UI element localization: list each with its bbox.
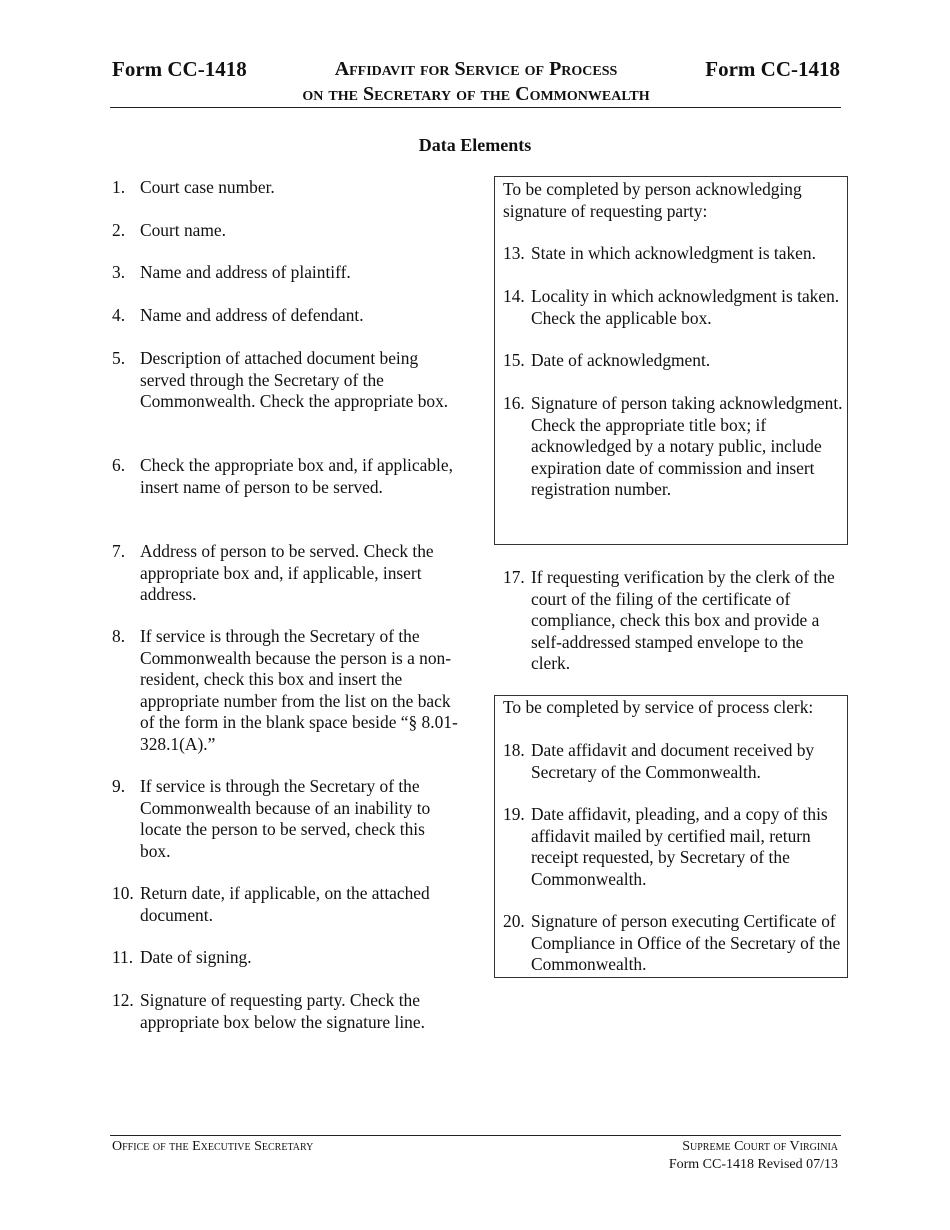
item-number: 20.	[503, 911, 525, 931]
item-number: 1.	[112, 177, 126, 197]
item-number: 16.	[503, 393, 525, 413]
footer-divider	[110, 1135, 841, 1136]
item-number: 8.	[112, 626, 126, 646]
item-number: 4.	[112, 305, 126, 325]
footer-office: Office of the Executive Secretary	[112, 1139, 314, 1154]
footer-court: Supreme Court of Virginia	[682, 1139, 838, 1154]
section-title: Data Elements	[418, 135, 532, 155]
item-text: Signature of person taking acknowledgment. Check the appropriate title box; if acknowledged by a notary public, include expiration date of commission and insert registration number.	[531, 393, 843, 500]
item-text: Locality in which acknowledgment is taken. Check the applicable box.	[531, 286, 840, 328]
item-number: 10.	[112, 883, 134, 903]
item-number: 2.	[112, 220, 126, 240]
item-text: Signature of requesting party. Check the appropriate box below the signature line.	[140, 990, 425, 1032]
item-number: 12.	[112, 990, 134, 1010]
acknowledgment-box-intro: To be completed by person acknowledging signature of requesting party:	[503, 179, 802, 221]
footer-right	[669, 1138, 838, 1174]
item-number: 9.	[112, 776, 126, 796]
item-number: 6.	[112, 455, 126, 475]
item-number: 7.	[112, 541, 126, 561]
form-id-left: Form CC-1418	[112, 57, 247, 81]
item-text: Date affidavit and document received by Secretary of the Commonwealth.	[531, 740, 815, 782]
item-number: 3.	[112, 262, 126, 282]
item-text: Name and address of plaintiff.	[140, 262, 351, 282]
item-number: 14.	[503, 286, 525, 306]
item-text: State in which acknowledgment is taken.	[531, 243, 816, 263]
item-number: 19.	[503, 804, 525, 824]
item-number: 17.	[503, 567, 525, 587]
item-number: 15.	[503, 350, 525, 370]
footer-revision: Form CC-1418 Revised 07/13	[668, 1157, 838, 1172]
form-id-right: Form CC-1418	[705, 57, 840, 81]
item-text: Date of signing.	[140, 947, 252, 967]
form-header	[112, 56, 840, 82]
item-text: Return date, if applicable, on the attached document.	[140, 883, 430, 925]
item-text: Court case number.	[140, 177, 275, 197]
form-title-line1: Affidavit for Service of Process	[334, 58, 618, 80]
item-text: Court name.	[140, 220, 226, 240]
item-text: Address of person to be served. Check the appropriate box and, if applicable, insert address.	[140, 541, 434, 605]
item-text: If service is through the Secretary of the Commonwealth because of an inability to locate the person to be served, check this box.	[140, 776, 431, 861]
header-divider	[110, 107, 841, 108]
item-text: Signature of person executing Certificate of Compliance in Office of the Secretary of the Commonwealth.	[531, 911, 841, 975]
item-text: Description of attached document being served through the Secretary of the Commonwealth. Check the appropriate box.	[140, 348, 449, 412]
item-text: Check the appropriate box and, if applicable, insert name of person to be served.	[140, 455, 453, 497]
clerk-box-intro: To be completed by service of process clerk:	[503, 697, 814, 717]
item-text: If service is through the Secretary of the Commonwealth because the person is a non-resident, check this box and insert the appropriate number from the list on the back of the form in the blank space beside “§ 8.01-328.1(A).”	[140, 626, 458, 754]
item-text: If requesting verification by the clerk of the court of the filing of the certificate of compliance, check this box and provide a self-addressed stamped envelope to the clerk.	[531, 567, 835, 674]
item-number: 5.	[112, 348, 126, 368]
item-number: 13.	[503, 243, 525, 263]
item-text: Date of acknowledgment.	[531, 350, 711, 370]
form-title-line2: on the Secretary of the Commonwealth	[302, 83, 650, 105]
item-number: 11.	[112, 947, 134, 967]
item-number: 18.	[503, 740, 525, 760]
item-text: Date affidavit, pleading, and a copy of this affidavit mailed by certified mail, return receipt requested, by Secretary of the Commonwealth.	[531, 804, 828, 889]
item-text: Name and address of defendant.	[140, 305, 364, 325]
